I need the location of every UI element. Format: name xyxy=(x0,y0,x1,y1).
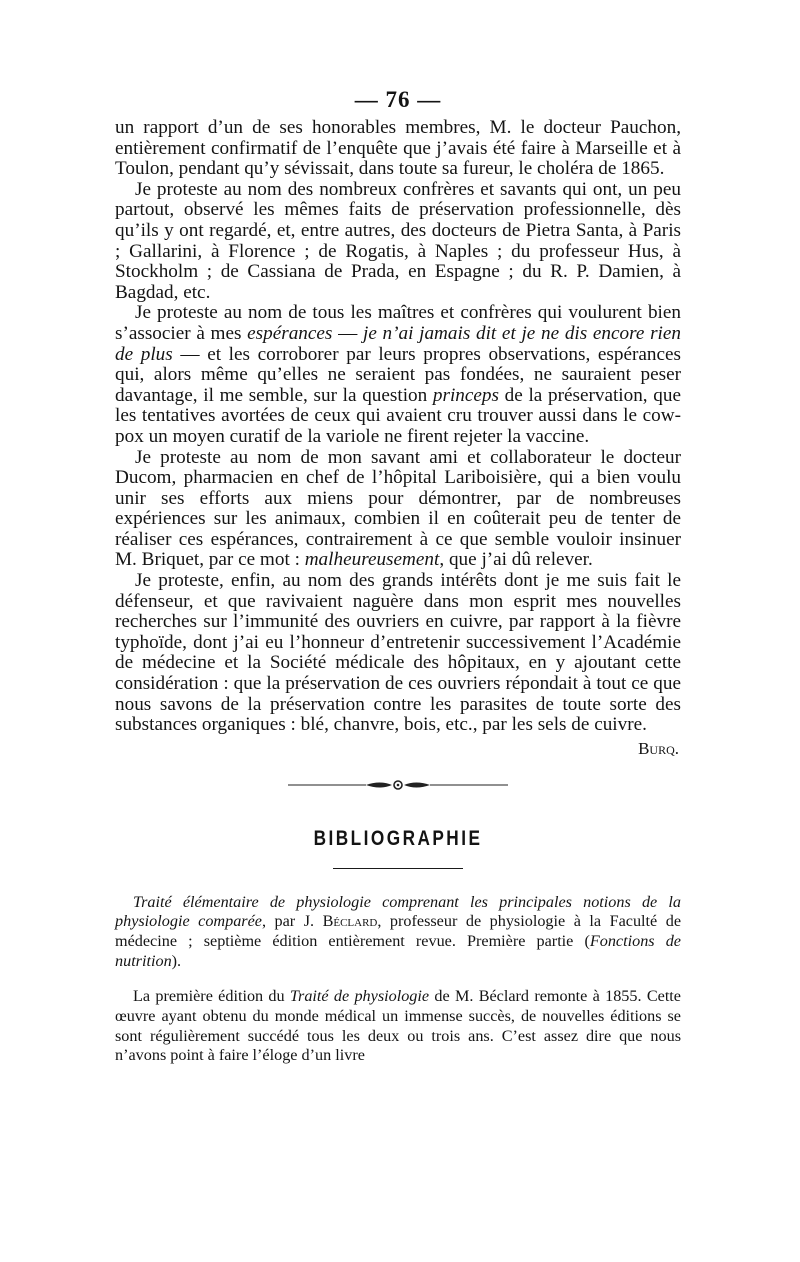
page-number: — 76 — xyxy=(354,87,442,112)
author-signature: Burq. xyxy=(638,738,679,758)
text-run: Je proteste au nom des nombreux confrères et savants qui ont, un peu partout, observé les mêmes faits de préservation professionnelle, dès qu’ils y ont regardé, et, entre autres, des docteurs de Pietra Santa, à Paris ; Gallarini, à Florence ; de Rogatis, à Naples ; du professeur Hus, à Stockholm ; de Cassiana de Prada, en Espagne ; du R. P. Damien, à Bagdad, etc. xyxy=(115,178,681,303)
text-run: de la préservation, que les tentatives avortées de ceux qui avaient cru trouver aussi dans le cow-pox un moyen curatif de la variole ne firent rejeter la vaccine. xyxy=(115,384,681,447)
entry-description: , professeur de physiologie à la Faculté de médecine ; septième édition entièrement revue. Première partie ( xyxy=(115,912,682,950)
italic-phrase: malheureusement xyxy=(304,549,440,571)
review-paragraph xyxy=(115,987,681,1065)
body-paragraph xyxy=(115,118,681,180)
section-heading: BIBLIOGRAPHIE xyxy=(313,826,483,850)
text-run: Je proteste au nom de tous les maîtres et confrères qui voulurent bien s’associer à mes xyxy=(115,302,681,344)
text-run: — xyxy=(332,322,363,344)
book-title: Traité élémentaire de physiologie comprenant les principales notions de la physiologie comparée xyxy=(115,892,681,931)
body-paragraph xyxy=(115,448,681,572)
text-run: , que j’ai dû relever. xyxy=(439,549,593,571)
review-start: La première édition du xyxy=(133,987,290,1006)
text-run: Je proteste, enfin, au nom des grands intérêts dont je me suis fait le défenseur, et que ravivaient naguère dans mon esprit mes nouvelles recherches sur l’immunité des ouvriers en cuivre, par rapport à la fièvre typhoïde, dont j’ai eu l’honneur d’entretenir successivement l’Académie de médecine et la Société médicale des hôpitaux, en y ajoutant cette considération : que la préservation de ces ouvriers répondait à tout ce que nous savons de la préservation contre les parasites de toute sorte des substances organiques : blé, chanvre, bois, etc., par les sels de cuivre. xyxy=(115,570,681,736)
body-paragraph xyxy=(115,571,681,736)
body-paragraph xyxy=(115,180,681,304)
italic-phrase: espérances xyxy=(247,322,333,344)
review-text: de M. Béclard remonte à 1855. Cette œuvre ayant obtenu du monde médical un immense succès, de nouvelles éditions se sont régulièrement succédé tous les deux ou trois ans. C’est assez dire que nous n’avons point à faire l’éloge d’un livre xyxy=(115,987,681,1065)
italic-phrase: je n’ai jamais dit et je ne dis encore rien de plus xyxy=(115,322,681,365)
italic-phrase: princeps xyxy=(432,384,499,406)
review-book-title: Traité de physiologie xyxy=(289,987,430,1006)
ornamental-divider-icon xyxy=(288,778,508,792)
article-body xyxy=(115,118,681,736)
body-paragraph xyxy=(115,303,681,447)
book-page xyxy=(115,86,681,1082)
entry-by: , par J. xyxy=(261,912,323,931)
text-run: — et les corroborer par leurs propres observations, espérances qui, alors même qu’elles ne seraient pas fondées, ne sauraient peser davantage, il me semble, sur la question xyxy=(115,343,681,406)
text-run: un rapport d’un de ses honorables membres, M. le docteur Pauchon, entièrement confirmatif de l’enquête que j’avais été faire à Marseille et à Toulon, pendant qu’y sévissait, dans toute sa fureur, le choléra de 1865. xyxy=(115,117,681,180)
text-run: Je proteste au nom de mon savant ami et collaborateur le docteur Ducom, pharmacien en chef de l’hôpital Lariboisière, qui a bien voulu unir ses efforts aux miens pour démontrer, par de nombreuses expériences sur les animaux, combien il en coûterait peu de tenter de réaliser ces espérances, contrairement à ce que semble vouloir insinuer M. Briquet, par ce mot : xyxy=(115,446,681,571)
bibliography-entry xyxy=(115,893,681,971)
entry-author: Béclard xyxy=(322,912,378,931)
entry-end: ). xyxy=(171,951,182,970)
entry-part: Fonctions de nutrition xyxy=(115,932,681,970)
heading-rule xyxy=(333,868,463,869)
